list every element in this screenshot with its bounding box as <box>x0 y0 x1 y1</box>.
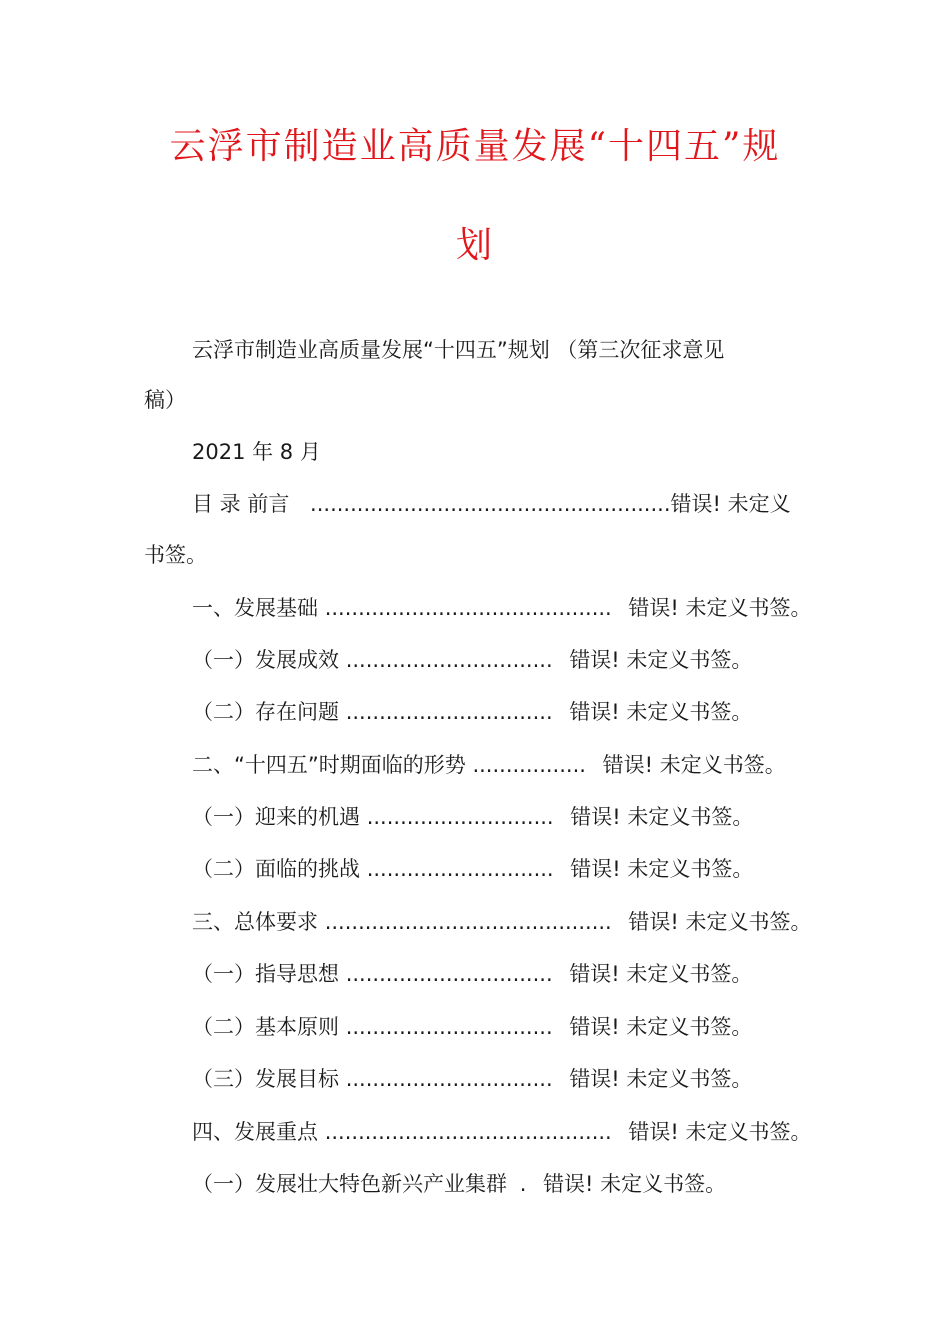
toc-entry-error: 错误! 未定义书签。 <box>628 1120 812 1144</box>
toc-entry-dots: ............................ <box>366 857 554 881</box>
toc-entry-error: 错误! 未定义书签。 <box>570 805 754 829</box>
toc-entry-dots: ............................... <box>345 700 553 724</box>
toc-entry-label: 二、“十四五”时期面临的形势 <box>192 753 466 777</box>
toc-entry <box>192 962 752 986</box>
toc-entry-label: （二）基本原则 <box>192 1015 339 1039</box>
toc-entry-dots: ........................................... <box>324 1120 612 1144</box>
toc-entry-error: 错误! 未定义书签。 <box>628 596 812 620</box>
toc-entry <box>192 805 753 829</box>
toc-entry-label: （一）指导思想 <box>192 962 339 986</box>
toc-entry-label: 三、总体要求 <box>192 910 318 934</box>
toc-header-line-2: 书签。 <box>144 543 207 567</box>
toc-entry-dots: ................. <box>472 753 586 777</box>
toc-entry-error: 错误! 未定义书签。 <box>569 962 753 986</box>
intro-line-1: 云浮市制造业高质量发展“十四五”规划 （第三次征求意见 <box>192 338 725 362</box>
toc-entry-label: （一）发展成效 <box>192 648 339 672</box>
document-title-line-2: 划 <box>455 225 494 266</box>
toc-entry <box>192 753 786 777</box>
toc-entry <box>192 1067 752 1091</box>
toc-header-error: 错误! 未定义 <box>670 492 791 516</box>
toc-entry <box>192 596 812 620</box>
toc-entry <box>192 910 812 934</box>
toc-entry-error: 错误! 未定义书签。 <box>569 648 753 672</box>
toc-header-label: 目 录 前言 <box>192 492 290 516</box>
intro-line-2: 稿） <box>144 388 186 412</box>
toc-entry-label: 四、发展重点 <box>192 1120 318 1144</box>
toc-header-line-1 <box>192 492 791 516</box>
toc-entry-label: 一、发展基础 <box>192 596 318 620</box>
toc-entry-dots: ............................... <box>345 1015 553 1039</box>
toc-entry-error: 错误! 未定义书签。 <box>569 700 753 724</box>
document-title-line-1: 云浮市制造业高质量发展“十四五”规 <box>169 126 781 167</box>
toc-entry-label: （一）迎来的机遇 <box>192 805 360 829</box>
toc-entry-error: 错误! 未定义书签。 <box>570 857 754 881</box>
toc-entry-dots: ............................... <box>345 648 553 672</box>
toc-entry-error: 错误! 未定义书签。 <box>543 1172 727 1196</box>
toc-entry <box>192 1172 726 1196</box>
toc-entry-error: 错误! 未定义书签。 <box>602 753 786 777</box>
toc-entry-error: 错误! 未定义书签。 <box>628 910 812 934</box>
toc-entry-dots: ........................................... <box>324 910 612 934</box>
toc-entry-error: 错误! 未定义书签。 <box>569 1067 753 1091</box>
toc-header-dots: ...................................................... <box>310 492 671 516</box>
toc-entry-label: （三）发展目标 <box>192 1067 339 1091</box>
toc-entry-label: （一）发展壮大特色新兴产业集群 <box>192 1172 507 1196</box>
toc-entry-dots: ............................... <box>345 962 553 986</box>
toc-entry-dots: ............................ <box>366 805 554 829</box>
toc-entry <box>192 857 753 881</box>
intro-date: 2021 年 8 月 <box>192 440 321 464</box>
toc-entry-label: （二）存在问题 <box>192 700 339 724</box>
toc-entry <box>192 700 752 724</box>
toc-entry-error: 错误! 未定义书签。 <box>569 1015 753 1039</box>
toc-entry-dots: . <box>519 1172 527 1196</box>
toc-entry-label: （二）面临的挑战 <box>192 857 360 881</box>
toc-entry <box>192 648 752 672</box>
toc-entry <box>192 1120 812 1144</box>
toc-entry-dots: ........................................... <box>324 596 612 620</box>
toc-entry <box>192 1015 752 1039</box>
toc-entry-dots: ............................... <box>345 1067 553 1091</box>
